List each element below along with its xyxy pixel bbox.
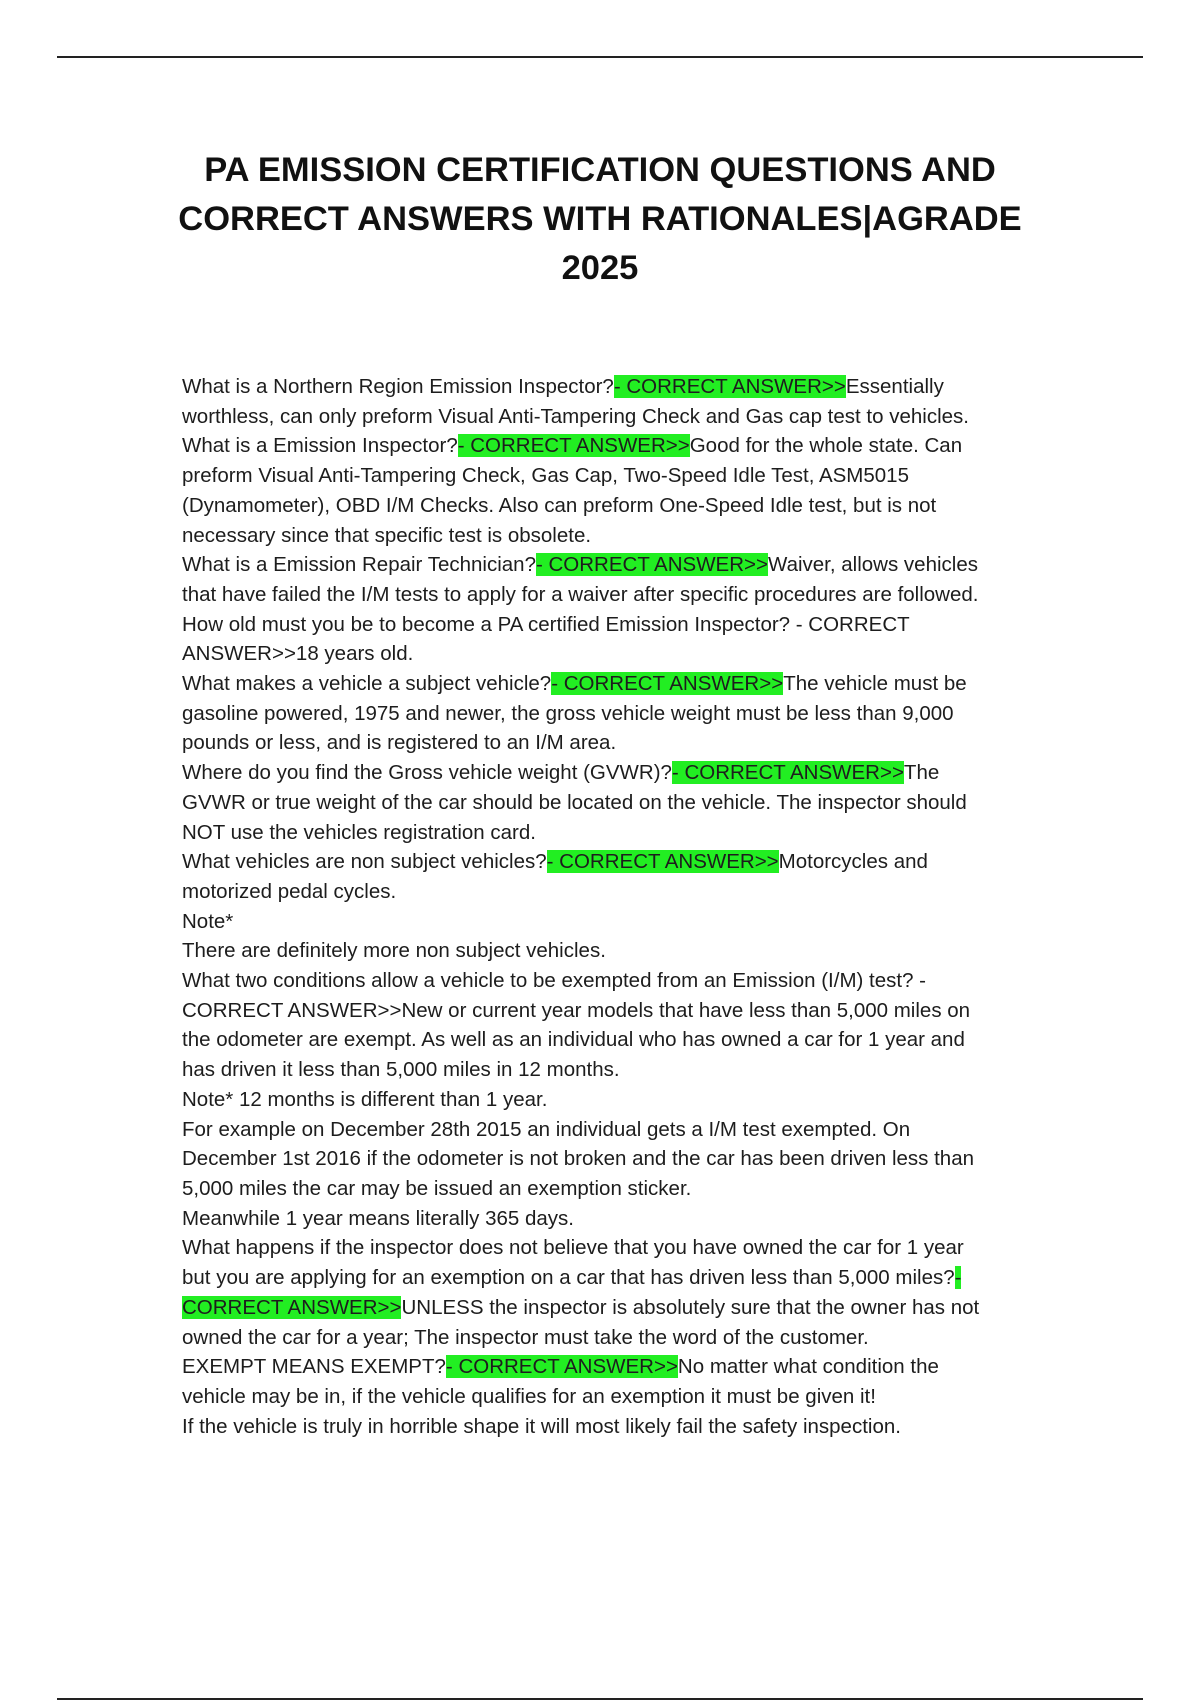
correct-answer-marker: - CORRECT ANSWER>> [671,761,904,785]
qa-entry [182,1352,994,1411]
question-text: What happens if the inspector does not believe that you have owned the car for 1 year but you are applying for an exemption on a car that has driven less than 5,000 miles? [182,1236,964,1290]
qa-entry [182,431,994,550]
correct-answer-marker: - CORRECT ANSWER>> [182,1266,962,1319]
correct-answer-marker: - CORRECT ANSWER>> [613,375,846,398]
note-line: Meanwhile 1 year means literally 365 days. [182,1206,574,1230]
answer-text: UNLESS the inspector is absolutely sure that the owner has not owned the car for a year; The inspector must take the word of the customer. [182,1295,980,1349]
answer-text: Essentially worthless, can only preform Visual Anti-Tampering Check and Gas cap test to vehicles. [182,375,969,428]
document-title: PA EMISSION CERTIFICATION QUESTIONS AND CORRECT ANSWERS WITH RATIONALES|AGRADE 2025 [178,151,1022,287]
note-line: Note* [182,909,234,933]
qa-entry [182,669,994,758]
note-line: Note* 12 months is different than 1 year. [182,1087,548,1111]
question-text: What vehicles are non subject vehicles? [182,850,547,874]
answer-text: Good for the whole state. Can preform Visual Anti-Tampering Check, Gas Cap, Two-Speed Idle Test, ASM5015 (Dynamometer), OBD I/M Checks. Also can preform One-Speed Idle test, but is not necessary since that specific test is obsolete. [182,434,963,547]
qa-content [182,372,994,1441]
qa-entry-plain: What two conditions allow a vehicle to be exempted from an Emission (I/M) test? - CORRECT ANSWER>>New or current year models that have less than 5,000 miles on the odometer are exempt. As well as an individual who has owned a car for 1 year and has driven it less than 5,000 miles in 12 months. [182,969,971,1082]
qa-entry [182,550,994,609]
question-text: What is a Emission Inspector? [182,434,458,458]
question-text: What makes a vehicle a subject vehicle? [182,672,552,696]
correct-answer-marker: - CORRECT ANSWER>> [445,1355,678,1379]
correct-answer-marker: - CORRECT ANSWER>> [535,553,768,577]
question-text: What is a Northern Region Emission Inspector? [182,375,614,398]
question-text: Where do you find the Gross vehicle weight (GVWR)? [182,761,672,785]
note-line: If the vehicle is truly in horrible shape it will most likely fail the safety inspection. [182,1414,901,1438]
question-text: EXEMPT MEANS EXEMPT? [182,1355,446,1379]
qa-entry [182,1233,994,1352]
answer-text: The vehicle must be gasoline powered, 1975 and newer, the gross vehicle weight must be less than 9,000 pounds or less, and is registered to an I/M area. [182,672,967,755]
qa-entry [182,372,994,431]
note-line: There are definitely more non subject vehicles. [182,939,606,963]
top-divider [57,56,1143,58]
correct-answer-marker: - CORRECT ANSWER>> [546,850,779,874]
qa-entry [182,847,994,906]
correct-answer-marker: - CORRECT ANSWER>> [551,672,784,696]
qa-entry [182,758,994,847]
question-text: What is a Emission Repair Technician? [182,553,536,577]
answer-text: The GVWR or true weight of the car should be located on the vehicle. The inspector should NOT use the vehicles registration card. [182,761,967,844]
answer-text: Waiver, allows vehicles that have failed the I/M tests to apply for a waiver after specific procedures are followed. [182,553,979,606]
qa-entry-plain: How old must you be to become a PA certified Emission Inspector? - CORRECT ANSWER>>18 years old. [182,612,910,666]
correct-answer-marker: - CORRECT ANSWER>> [457,434,690,458]
note-line: For example on December 28th 2015 an individual gets a I/M test exempted. On December 1st 2016 if the odometer is not broken and the car has been driven less than 5,000 miles the car may be issued an exemption sticker. [182,1117,975,1200]
answer-text: No matter what condition the vehicle may be in, if the vehicle qualifies for an exemption it must be given it! [182,1355,939,1408]
answer-text: Motorcycles and motorized pedal cycles. [182,850,928,903]
